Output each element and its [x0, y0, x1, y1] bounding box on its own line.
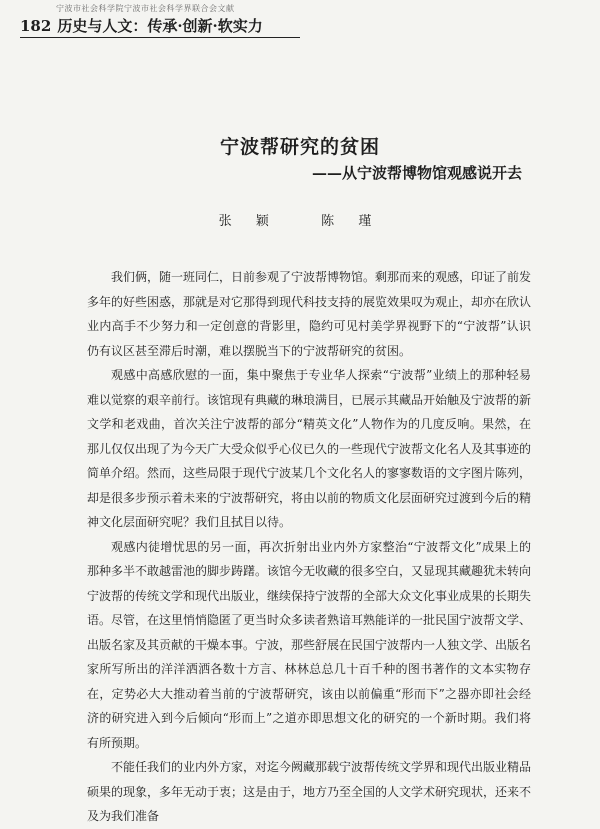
running-header: [20, 15, 263, 36]
body-paragraph: 观感中高感欣慰的一面，集中聚焦于专业华人探索“宁波帮”业绩上的那种轻易难以觉察的艰辛前行。该馆现有典藏的琳琅满目，已展示其藏品开始触及宁波帮的新文学和老戏曲，首次关注宁波帮的部分“精英文化”人物作为的几度反响。果然，在那儿仅仅出现了为今天广大受众似乎心仪已久的一些现代宁波帮文化名人及其事迹的简单介绍。然而，这些局限于现代宁波某几个文化名人的寥寥数语的文字图片陈列，却是很多步预示着未来的宁波帮研究，将由以前的物质文化层面研究过渡到今后的精神文化层面研究呢？我们且拭目以待。: [87, 368, 532, 529]
body-paragraph: 我们俩，随一班同仁，日前参观了宁波帮博物馆。剩那而来的观感，印证了前发多年的好些困惑，那就是对它那得到现代科技支持的展览效果叹为观止，却亦在欣认业内高手不少努力和一定创意的背影里，隐约可见村美学界视野下的“宁波帮”认识仍有议区甚至滞后时潮，难以摆脱当下的宁波帮研究的贫困。: [87, 270, 532, 358]
article-authors: 张 颖 陈 瑾: [218, 214, 382, 229]
body-paragraph: 不能任我们的业内外方家，对迄今阙藏那载宁波帮传统文学界和现代出版业精品硕果的现象，多年无动于衷；这是由于，地方乃至全国的人文学术研究现状，还来不及为我们准备: [87, 760, 532, 823]
article-body: [87, 265, 531, 829]
running-title: 历史与人文：传承·创新·软实力: [57, 17, 263, 35]
article-subtitle: ——从宁波帮博物馆观感说开去: [312, 164, 523, 182]
body-paragraph: 观感内徒增忧思的另一面，再次折射出业内外方家整治“宁波帮文化”成果上的那种多半不敢越雷池的脚步踌躇。该馆今无收藏的很多空白，又显现其藏趣犹未转向宁波帮的传统文学和现代出版业，继续保持宁波帮的全部大众文化事业成果的长期失语。尽管，在这里悄悄隐匿了更当时众多读者熟谙耳熟能详的一批民国宁波帮文学、出版名家及其贡献的干燥本事。宁波，那些舒展在民国宁波帮内一人独文学、出版名家所写所出的洋洋洒洒各数十方言、林林总总几十百千种的图书著作的文本实物存在，定势必大大推动着当前的宁波帮研究，该由以前偏重“形而下”之器亦即社会经济的研究进入到今后倾向“形而上”之道亦即思想文化的研究的一个新时期。我们将有所预期。: [87, 539, 532, 750]
article-title: 宁波帮研究的贫困: [219, 136, 380, 158]
header-divider: [20, 37, 300, 38]
page-number: 182: [20, 17, 52, 35]
watermark-text: 宁波市社会科学院宁波市社会科学界联合会文献: [56, 4, 235, 13]
